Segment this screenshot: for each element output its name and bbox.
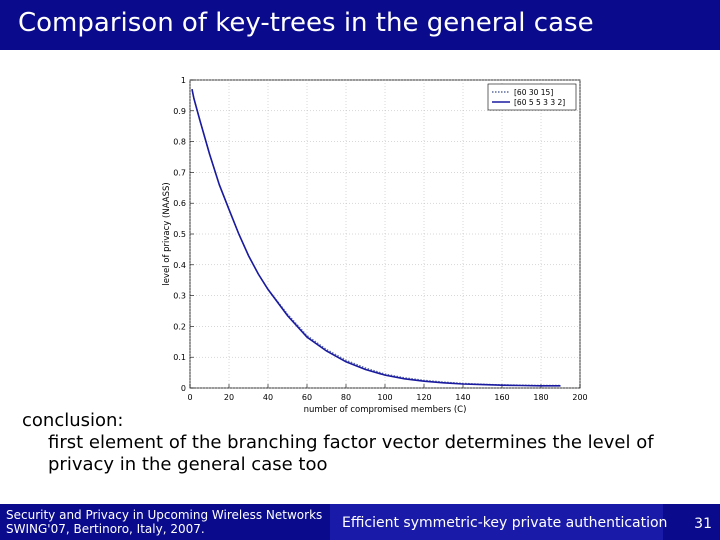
x-axis-label: number of compromised members (C) <box>303 405 467 415</box>
footer-conference-line2: SWING'07, Bertinoro, Italy, 2007. <box>6 522 205 536</box>
x-tick-label: 60 <box>301 393 313 402</box>
x-tick-label: 0 <box>187 393 193 402</box>
conclusion-block <box>22 410 682 476</box>
footer-talk-title-box <box>330 504 668 540</box>
footer-conference-line1: Security and Privacy in Upcoming Wireless Networks <box>6 508 323 522</box>
x-tick-label: 140 <box>455 393 471 402</box>
y-tick-label: 0.8 <box>173 137 186 147</box>
x-tick-label: 40 <box>262 393 274 402</box>
footer-bar <box>0 504 720 540</box>
x-tick-label: 160 <box>494 393 510 402</box>
y-tick-label: 0.1 <box>173 353 186 363</box>
line-chart <box>155 70 595 420</box>
y-tick-label: 0.7 <box>173 168 186 178</box>
y-tick-label: 0.3 <box>173 291 186 301</box>
footer-conference <box>6 508 322 536</box>
x-tick-label: 120 <box>416 393 432 402</box>
y-tick-label: 0.4 <box>173 260 186 270</box>
x-tick-label: 200 <box>572 393 588 402</box>
legend-label-1: [60 5 5 3 3 2] <box>514 98 566 107</box>
y-tick-label: 0 <box>180 384 186 393</box>
footer-talk-title: Efficient symmetric-key private authentication <box>342 515 668 531</box>
y-axis-label: level of privacy (NAASS) <box>162 182 172 286</box>
conclusion-body-line1: first element of the branching factor vector determines the level of <box>48 432 654 453</box>
x-tick-label: 180 <box>533 393 549 402</box>
x-tick-label: 80 <box>340 393 352 402</box>
y-tick-label: 0.9 <box>173 106 186 116</box>
y-tick-label: 0.2 <box>173 322 186 332</box>
chart-container <box>155 70 595 420</box>
y-tick-label: 1 <box>180 76 186 85</box>
legend-label-0: [60 30 15] <box>514 88 554 97</box>
y-tick-label: 0.5 <box>173 230 186 239</box>
x-tick-label: 100 <box>377 393 393 402</box>
slide-title: Comparison of key-trees in the general case <box>18 8 594 38</box>
x-tick-label: 20 <box>223 393 235 402</box>
title-bar <box>0 0 720 50</box>
y-tick-label: 0.6 <box>173 199 186 209</box>
slide-page-number: 31 <box>694 516 712 532</box>
conclusion-body-line2: privacy in the general case too <box>48 454 328 475</box>
conclusion-heading: conclusion: <box>22 410 124 431</box>
